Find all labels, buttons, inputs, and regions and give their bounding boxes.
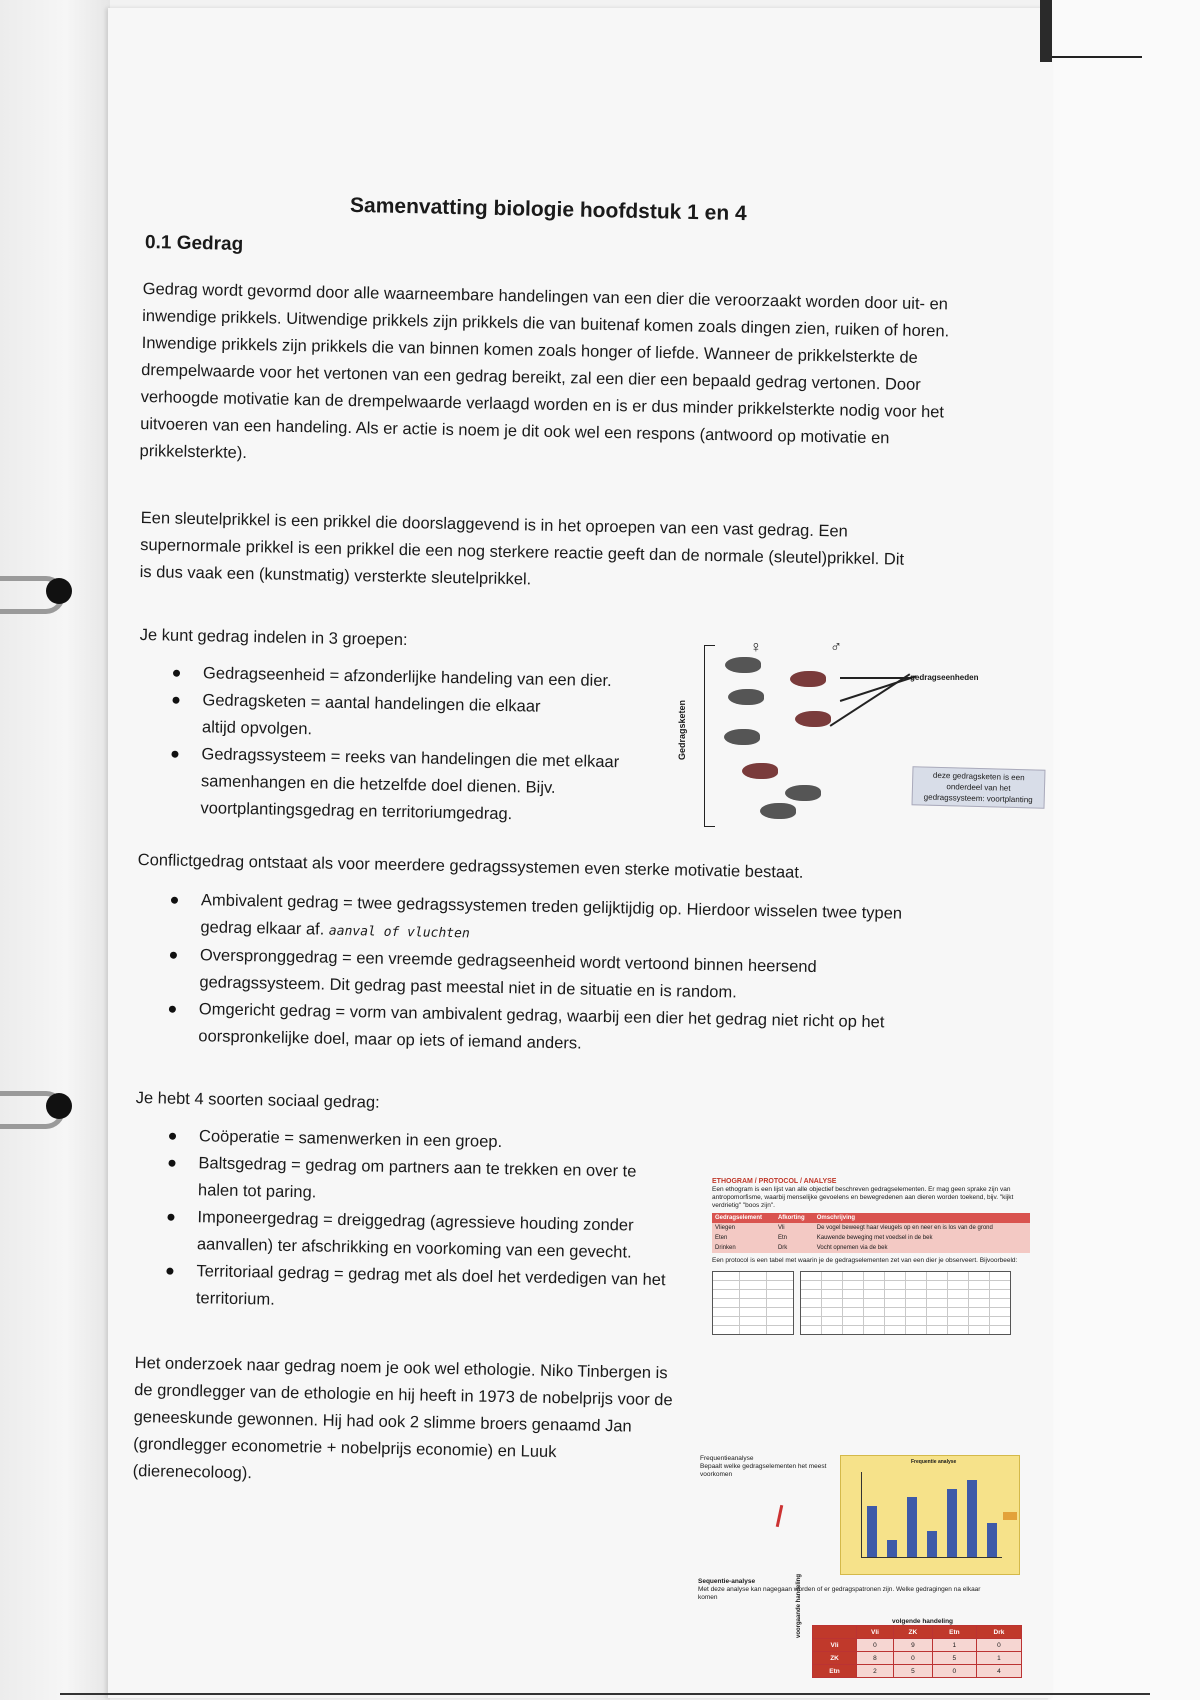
figure-right-label: gedragseenheden <box>910 673 979 682</box>
chart-title: Frequentie analyse <box>911 1459 957 1465</box>
groups-block <box>136 622 660 831</box>
fish-illustration <box>724 729 760 745</box>
table-row <box>813 1665 1022 1678</box>
table-cell: 2 <box>857 1665 894 1678</box>
list-item: Gedragssysteem = reeks van handelingen die met elkaar samenhangen en die hetzelfde doel dienen. Bijv. voortplantingsgedrag en territoriumgedrag. <box>200 741 657 831</box>
ethogram-title: ETHOGRAM / PROTOCOL / ANALYSE <box>712 1178 837 1185</box>
list-item: Territoriaal gedrag = gedrag met als doel het verdedigen van het territorium. <box>196 1258 677 1321</box>
conflict-block <box>134 847 938 1064</box>
female-symbol: ♀ <box>750 639 762 656</box>
table-header: Omschrijving <box>814 1213 1030 1223</box>
table-header: Afkorting <box>775 1213 814 1223</box>
table-header <box>813 1626 857 1639</box>
ethology-text: Het onderzoek naar gedrag noem je ook wel ethologie. Niko Tinbergen is de grondlegger van de ethologie en hij heeft in 1973 de nobelprijs voor de geneeskunde gewonnen. Hij had ook 2 slimme broers genaamd Jan (grondlegger econometrie + nobelprijs economie) en Luuk (dierenecoloog). <box>132 1353 673 1483</box>
table-header: ZK <box>893 1626 932 1639</box>
key-stimulus-text: Een sleutelprikkel is een prikkel die doorslaggevend is in het oproepen van een vast gedrag. Een supernormale prikkel is een prikkel die een nog sterkere reactie geeft dan de normale (sleutel)prikkel. Dit is dus vaak een (kunstmatig) versterkte sleutelprikkel. <box>139 508 905 589</box>
chart-bar <box>907 1497 917 1557</box>
ethogram-figure <box>712 1178 1032 1335</box>
sequence-text: Met deze analyse kan nagegaan worden of er gedragspatronen zijn. Welke gedragingen na elkaar komen <box>698 1586 981 1601</box>
table-cell: 0 <box>976 1639 1021 1652</box>
fish-illustration <box>760 803 796 819</box>
sequence-side-label: voorgaande handeling <box>796 1573 802 1638</box>
intro-text: Gedrag wordt gevormd door alle waarneembare handelingen van een dier die veroorzaakt worden door uit- en inwendige prikkels. Uitwendige prikkels zijn prikkels die van buitenaf komen zoals dingen zien, ruiken of horen. Inwendige prikkels zijn prikkels die van binnen komen zoals honger of liefde. Wanneer de prikkelsterkte de drempelwaarde voor het vertonen van een gedrag bereikt, zal een dier een bepaald gedrag vertonen. Door verhoogde motivatie kan de drempelwaarde verlaagd worden en is er dus minder prikkelsterkte nodig voor het uitvoeren van een handeling. Als er actie is noem je dit ook wel een respons (antwoord op motivatie en prikkelsterkte). <box>139 279 950 463</box>
figure-bracket <box>704 645 715 827</box>
chart-plot-area <box>861 1472 1002 1558</box>
intro-paragraph <box>139 276 954 481</box>
protocol-mini-table <box>712 1271 794 1335</box>
table-cell: ZK <box>813 1652 857 1665</box>
fish-illustration <box>795 711 831 727</box>
handwritten-note: aanval of vluchten <box>328 923 470 942</box>
table-cell: 1 <box>932 1639 976 1652</box>
table-cell: 5 <box>893 1665 932 1678</box>
social-intro: Je hebt 4 soorten sociaal gedrag: <box>135 1088 380 1112</box>
frequency-label <box>700 1455 840 1479</box>
table-row <box>712 1223 1030 1233</box>
male-symbol: ♂ <box>830 639 842 656</box>
ethogram-intro: Een ethogram is een lijst van alle objectief beschreven gedragselementen. Er mag geen sprake zijn van antropomorfisme, waarbij menselijke gevoelens en bewegredenen aan dieren worden toekend, bijv. "kijkt verdrietig" "boos zijn". <box>712 1186 1014 1209</box>
figure-vertical-label: Gedragsketen <box>677 699 688 761</box>
table-row <box>813 1626 1022 1639</box>
protocol-observation-table <box>800 1271 1011 1335</box>
frequency-title: Frequentieanalyse <box>700 1455 754 1462</box>
table-cell: 0 <box>893 1652 932 1665</box>
table-cell: De vogel beweegt haar vleugels op en neer en is los van de grond <box>814 1223 1030 1233</box>
table-row <box>712 1243 1030 1253</box>
table-cell: 0 <box>932 1665 976 1678</box>
chart-bar <box>927 1531 937 1557</box>
ethology-paragraph <box>132 1350 674 1495</box>
fish-illustration <box>742 763 778 779</box>
sequence-header: volgende handeling <box>892 1618 954 1625</box>
table-row <box>712 1233 1030 1243</box>
protocol-grid <box>712 1271 1032 1335</box>
table-cell: Vliegen <box>712 1223 775 1233</box>
section-heading: 0.1 Gedrag <box>144 231 244 256</box>
social-block <box>132 1085 696 1322</box>
table-header: Vli <box>857 1626 894 1639</box>
sequence-label <box>698 1578 988 1602</box>
table-cell: Drinken <box>712 1243 775 1253</box>
ethogram-table <box>712 1213 1030 1253</box>
sequence-title: Sequentie-analyse <box>698 1578 756 1585</box>
table-cell: Eten <box>712 1233 775 1243</box>
list-item: Baltsgedrag = gedrag om partners aan te trekken en over te halen tot paring. <box>198 1150 679 1213</box>
conflict-intro: Conflictgedrag ontstaat als voor meerdere gedragssystemen even sterke motivatie bestaat. <box>137 850 804 882</box>
table-cell: 8 <box>857 1652 894 1665</box>
pointer-line <box>840 675 917 701</box>
table-cell: Kauwende beweging met voedsel in de bek <box>814 1233 1030 1243</box>
table-cell: 4 <box>976 1665 1021 1678</box>
conflict-list <box>134 886 936 1064</box>
fish-illustration <box>728 689 764 705</box>
list-item: Imponeergedrag = dreiggedrag (agressieve houding zonder aanvallen) ter afschrikking en voorkoming van een gevecht. <box>197 1204 678 1267</box>
table-cell: Vli <box>813 1639 857 1652</box>
sequence-table <box>812 1625 1022 1678</box>
chart-bar <box>987 1523 997 1557</box>
list-item: Gedragsketen = aantal handelingen die elkaar altijd opvolgen. <box>202 687 659 750</box>
table-row <box>813 1652 1022 1665</box>
table-header: Drk <box>976 1626 1021 1639</box>
protocol-text: Een protocol is een tabel met waarin je de gedragselementen zet van een dier je observeert. Bijvoorbeeld: <box>712 1257 1018 1264</box>
list-item: Omgericht gedrag = vorm van ambivalent gedrag, waarbij een dier het gedrag niet richt op het oorspronkelijke doel, maar op iets of iemand anders. <box>198 996 934 1064</box>
table-cell: Etn <box>775 1233 814 1243</box>
list-item: Overspronggedrag = een vreemde gedragseenheid wordt vertoond binnen heersend gedragssysteem. Dit gedrag past meestal niet in de situatie en is random. <box>199 942 935 1010</box>
table-cell: 9 <box>893 1639 932 1652</box>
fish-illustration <box>790 671 826 687</box>
table-row <box>813 1639 1022 1652</box>
conflict-item-text: Ambivalent gedrag = twee gedragssystemen treden gelijktijdig op. Hierdoor wisselen twee typen gedrag elkaar af. <box>200 891 903 939</box>
table-cell: 5 <box>932 1652 976 1665</box>
groups-intro: Je kunt gedrag indelen in 3 groepen: <box>139 625 408 650</box>
table-header: Gedragselement <box>712 1213 775 1223</box>
table-cell: Vli <box>775 1223 814 1233</box>
table-header: Etn <box>932 1626 976 1639</box>
fish-illustration <box>785 785 821 801</box>
social-list <box>132 1122 680 1321</box>
chart-legend <box>1003 1512 1017 1520</box>
chart-bar <box>967 1480 977 1557</box>
red-pen-mark <box>776 1505 784 1527</box>
document-title: Samenvatting biologie hoofdstuk 1 en 4 <box>349 193 747 226</box>
table-cell: Etn <box>813 1665 857 1678</box>
figure-note: deze gedragsketen is een onderdeel van het gedragssysteem: voortplanting <box>912 766 1046 808</box>
list-item: Coöperatie = samenwerken in een groep. <box>199 1123 679 1159</box>
chart-bar <box>887 1540 897 1557</box>
list-item: Gedragseenheid = afzonderlijke handeling van een dier. <box>203 660 659 696</box>
chart-bar <box>867 1506 877 1557</box>
table-cell: Drk <box>775 1243 814 1253</box>
table-cell: Vocht opnemen via de bek <box>814 1243 1030 1253</box>
frequency-chart <box>840 1455 1020 1575</box>
frequency-text: Bepaalt welke gedragselementen het meest voorkomen <box>700 1463 827 1478</box>
chart-bar <box>947 1489 957 1557</box>
fish-illustration <box>725 657 761 673</box>
table-cell: 1 <box>976 1652 1021 1665</box>
table-cell: 0 <box>857 1639 894 1652</box>
key-stimulus-paragraph <box>139 505 910 601</box>
groups-list <box>136 659 659 831</box>
